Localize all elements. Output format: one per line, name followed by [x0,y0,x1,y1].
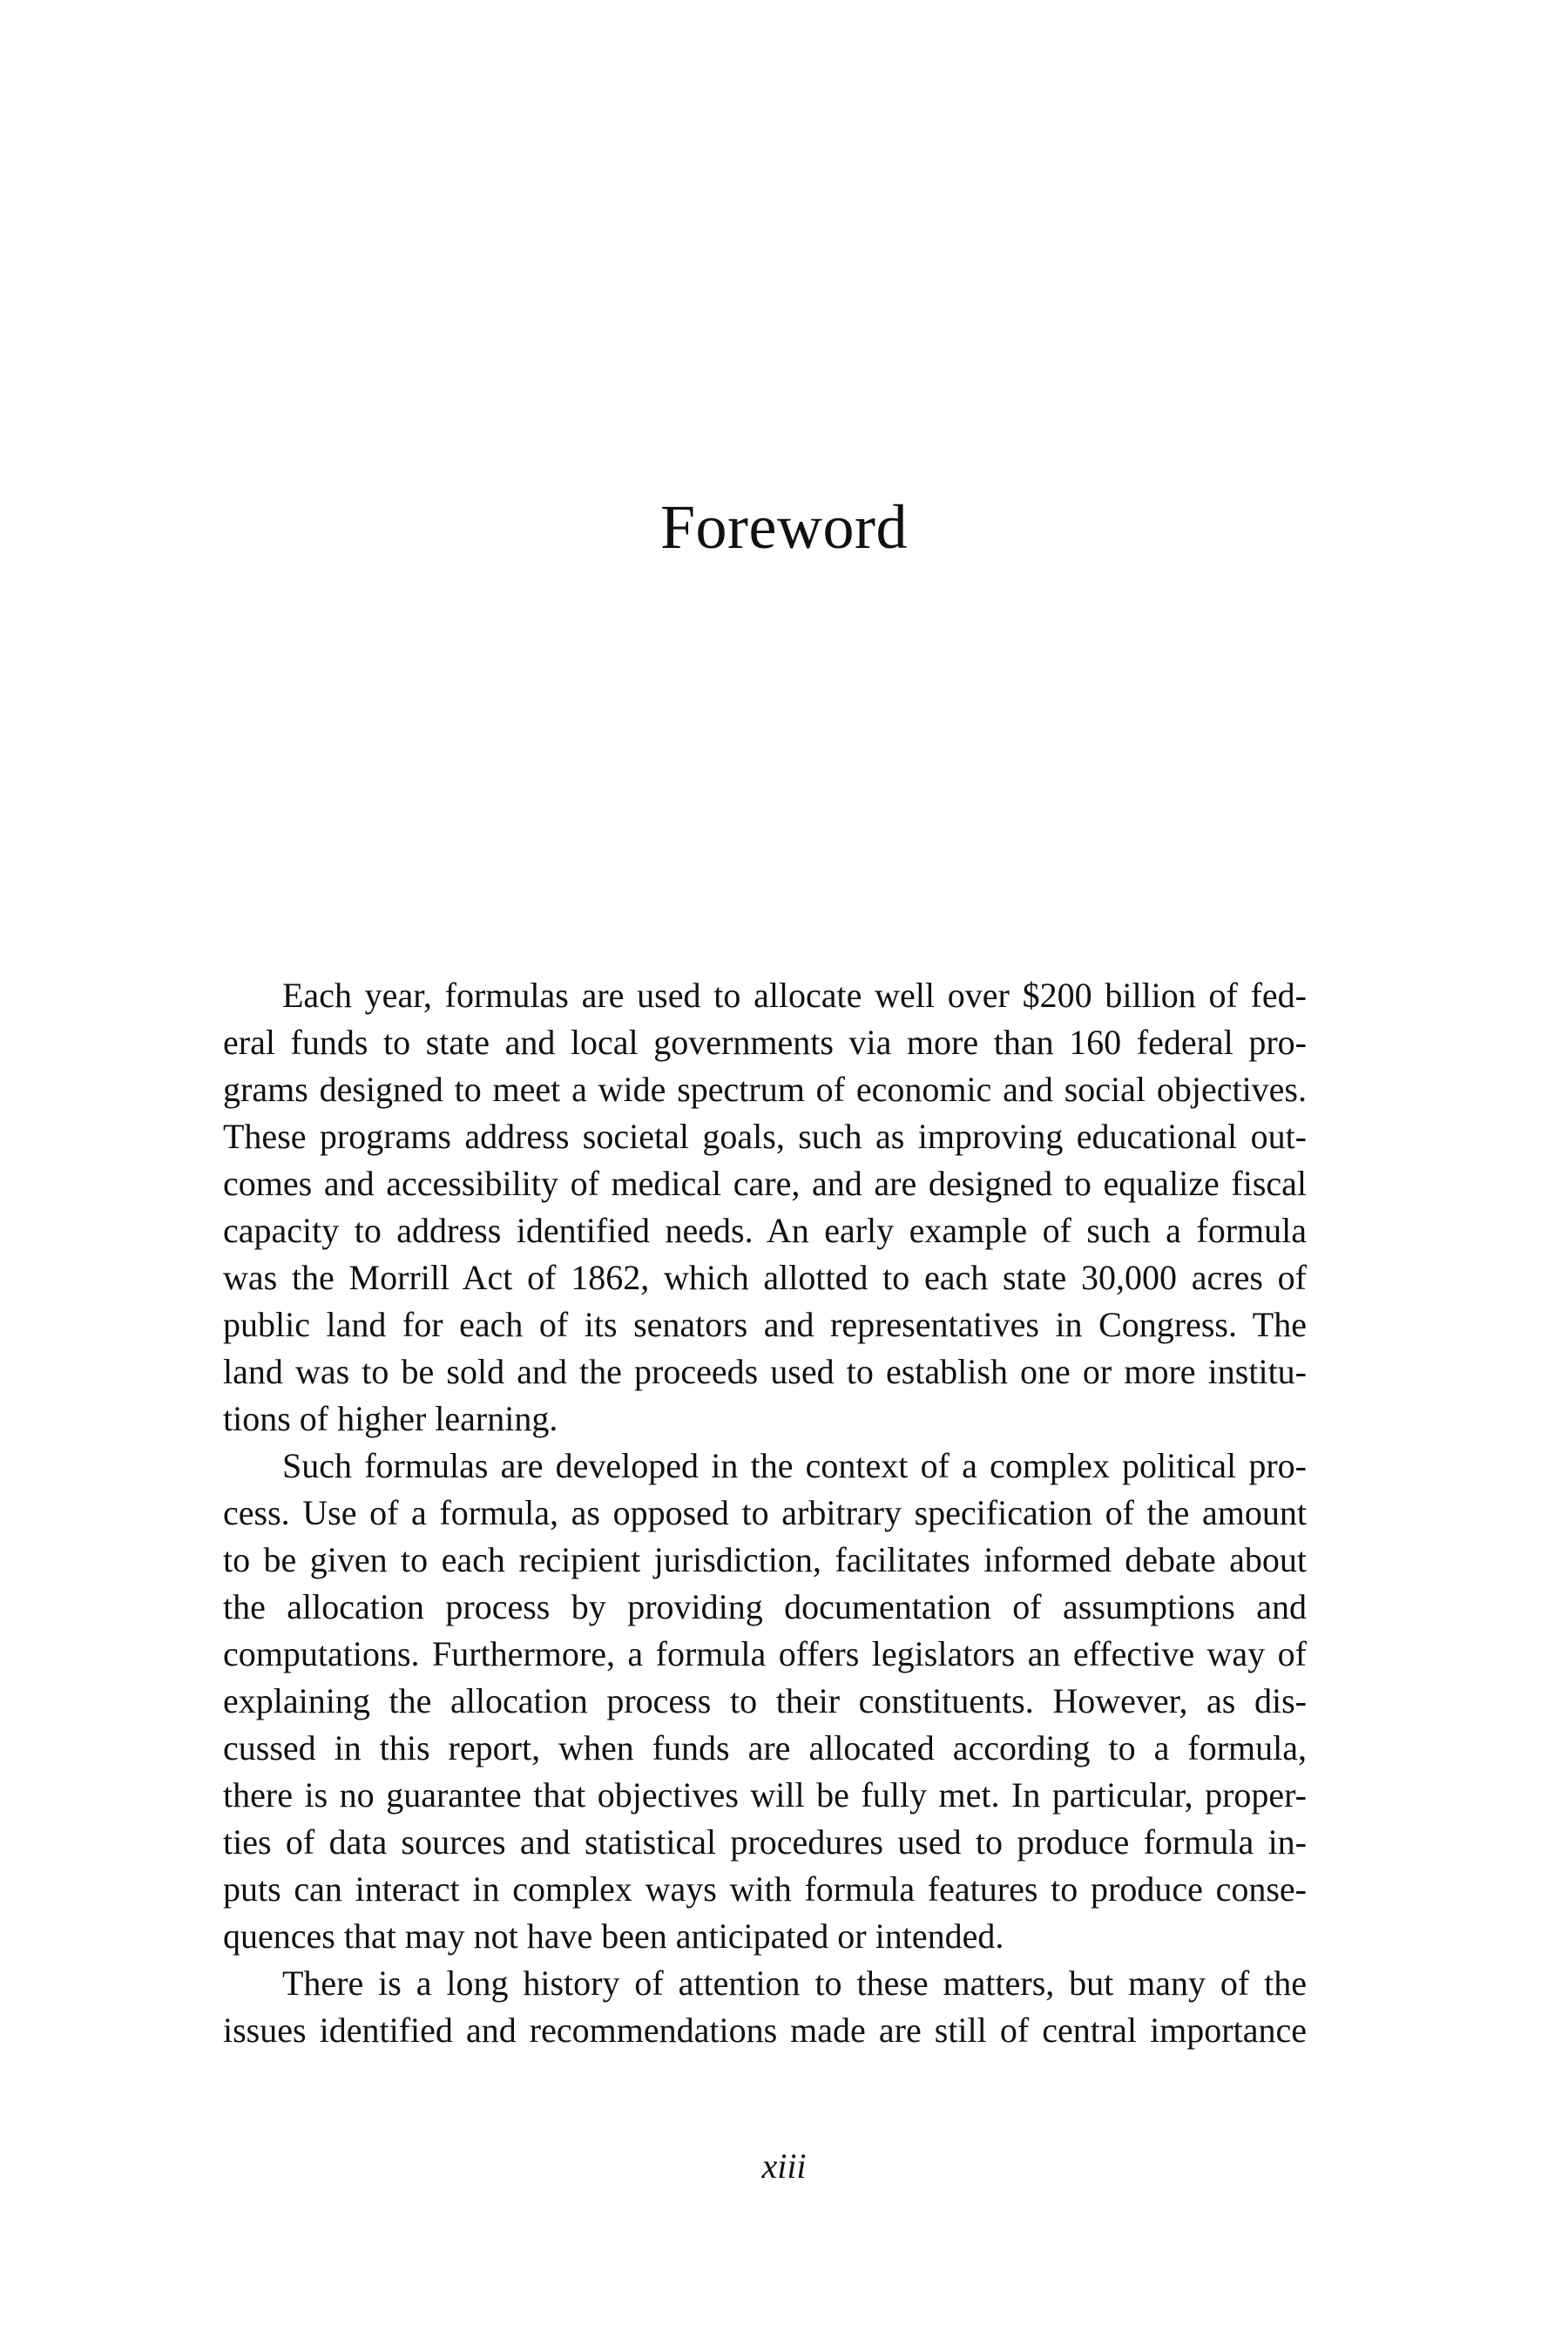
text-line: land was to be sold and the proceeds used to establish one or more institu- [223,1352,1307,1391]
text-line: the allocation process by providing documentation of assumptions and [223,1587,1307,1626]
text-line: tions of higher learning. [223,1399,558,1438]
text-line: cess. Use of a formula, as opposed to arbitrary specification of the amount [223,1493,1307,1532]
page-title: Foreword [660,492,908,562]
text-line: issues identified and recommendations made are still of central importance [223,2011,1307,2050]
paragraph-2 [223,1443,1307,1960]
text-line: was the Morrill Act of 1862, which allotted to each state 30,000 acres of [223,1258,1307,1297]
text-line: There is a long history of attention to these matters, but many of the [282,1963,1307,2003]
text-line: explaining the allocation process to their constituents. However, as dis- [223,1681,1307,1720]
text-line: there is no guarantee that objectives will be fully met. In particular, proper- [223,1775,1307,1815]
text-line: to be given to each recipient jurisdiction, facilitates informed debate about [223,1540,1307,1579]
text-line: These programs address societal goals, such as improving educational out- [223,1117,1307,1156]
body-text [223,972,1307,2054]
text-line: ties of data sources and statistical procedures used to produce formula in- [223,1822,1307,1862]
text-line: computations. Furthermore, a formula offers legislators an effective way of [223,1634,1307,1673]
text-line: capacity to address identified needs. An early example of such a formula [223,1211,1307,1250]
text-line: grams designed to meet a wide spectrum of economic and social objectives. [223,1070,1307,1109]
text-line: quences that may not have been anticipated or intended. [223,1916,1004,1956]
text-line: Each year, formulas are used to allocate well over $200 billion of fed- [282,976,1307,1015]
text-line: comes and accessibility of medical care, and are designed to equalize fiscal [223,1164,1307,1203]
page-number: xiii [761,2146,807,2186]
text-line: Such formulas are developed in the context of a complex political pro- [282,1446,1307,1485]
text-line: cussed in this report, when funds are allocated according to a formula, [223,1728,1307,1767]
text-line: eral funds to state and local governments via more than 160 federal pro- [223,1023,1307,1062]
text-line: puts can interact in complex ways with formula features to produce conse- [223,1869,1307,1909]
paragraph-1 [223,972,1307,1443]
text-line: public land for each of its senators and representatives in Congress. The [223,1305,1307,1344]
paragraph-3 [223,1960,1307,2054]
